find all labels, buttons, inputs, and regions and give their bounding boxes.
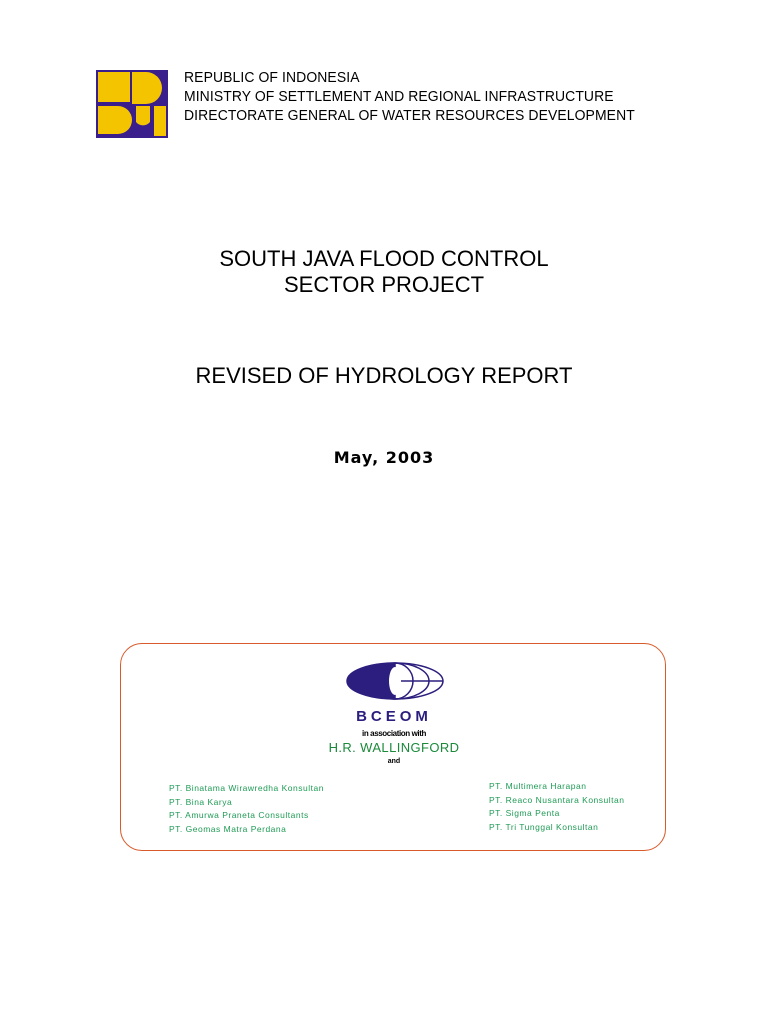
project-title-line-1: SOUTH JAVA FLOOD CONTROL [219, 246, 549, 271]
list-item: PT. Reaco Nusantara Konsultan [489, 794, 625, 805]
list-item: PT. Binatama Wirawredha Konsultan [169, 783, 324, 793]
org-line-directorate: DIRECTORATE GENERAL OF WATER RESOURCES DEVELOPMENT [184, 107, 635, 124]
consultants-box [120, 643, 666, 851]
list-item: PT. Tri Tunggal Konsultan [489, 821, 599, 832]
report-title: REVISED OF HYDROLOGY REPORT [195, 363, 573, 388]
list-item: PT. Sigma Penta [489, 808, 560, 818]
and-text: and [387, 758, 401, 765]
organization-header [184, 68, 635, 125]
association-text: in association with [362, 729, 426, 738]
org-line-ministry: MINISTRY OF SETTLEMENT AND REGIONAL INFRASTRUCTURE [184, 88, 614, 105]
list-item: PT. Multimera Harapan [489, 781, 587, 791]
ministry-logo [96, 70, 168, 138]
list-item: PT. Amurwa Praneta Consultants [169, 810, 309, 820]
org-line-country: REPUBLIC OF INDONESIA [184, 69, 360, 86]
list-item: PT. Geomas Matra Perdana [169, 823, 287, 834]
bceom-logo [345, 660, 445, 702]
project-title-line-2: SECTOR PROJECT [283, 272, 485, 297]
report-date: May, 2003 [333, 448, 435, 467]
left-firms-list [169, 782, 324, 836]
bceom-name: BCEOM [356, 708, 432, 725]
partner-name: H.R. WALLINGFORD [328, 740, 460, 755]
list-item: PT. Bina Karya [169, 796, 233, 807]
right-firms-list [489, 780, 624, 834]
